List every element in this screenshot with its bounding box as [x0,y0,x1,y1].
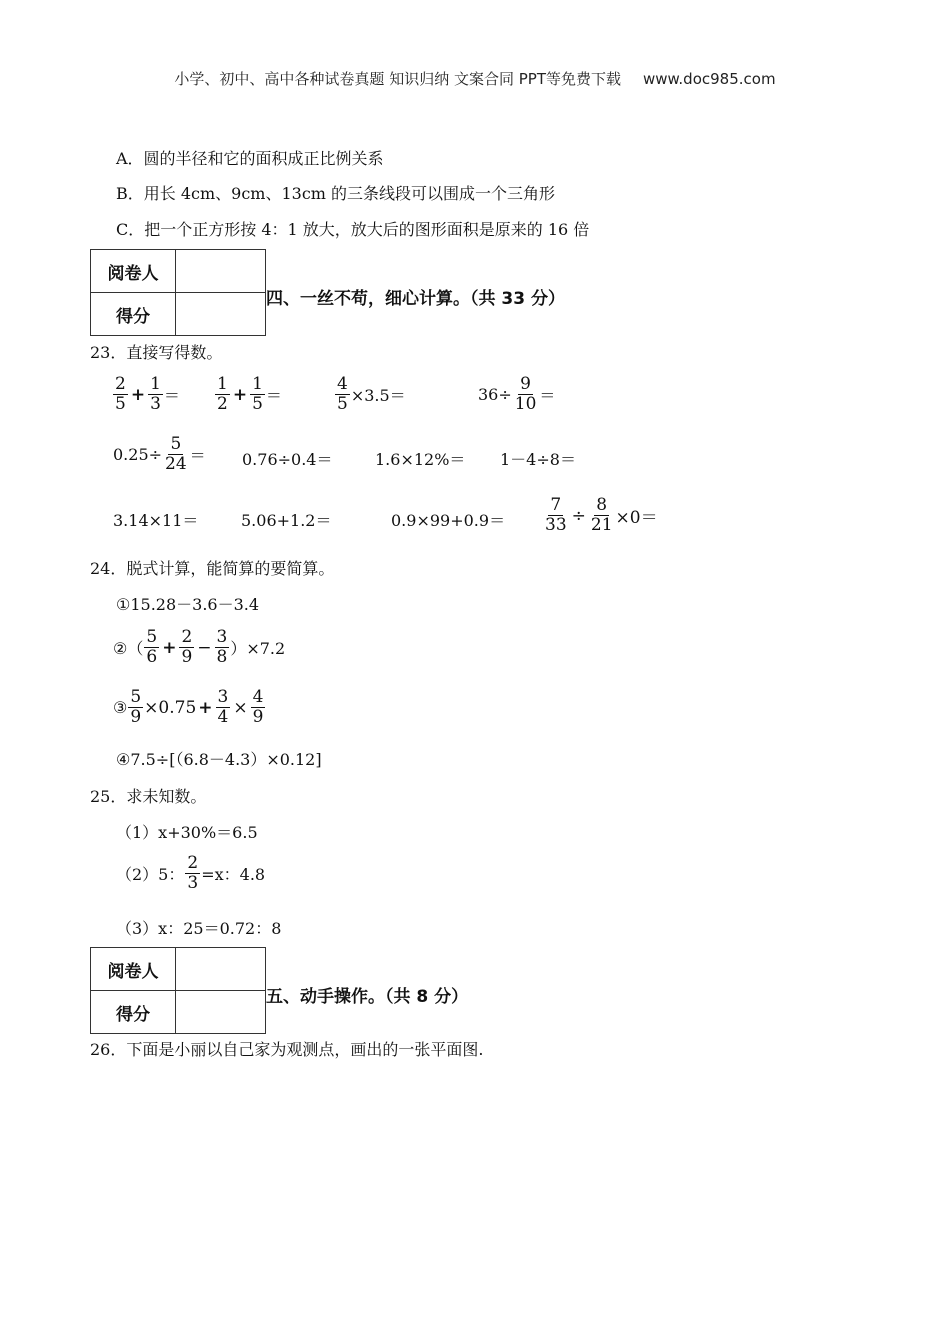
fraction: $\frac{1}{5}$ [252,374,263,414]
fraction: $\frac{4}{5}$ [337,374,348,414]
fraction: $\frac{1}{3}$ [150,374,161,414]
fraction: $\frac{3}{8}$ [216,627,228,667]
score-table [90,947,266,1034]
reviewer-label: 阅卷人 [91,250,176,293]
option-a: A．圆的半径和它的面积成正比例关系 [116,149,384,168]
q23-expr-10: 5.06+1.2＝ [241,511,332,530]
q25-item-1: （1）x+30%＝6.5 [116,823,258,842]
fraction: $\frac{5}{6}$ [146,627,158,667]
q24-title: 24．脱式计算，能简算的要简算。 [90,559,335,578]
score-label: 得分 [91,293,176,336]
option-c: C．把一个正方形按 4：1 放大，放大后的图形面积是原来的 16 倍 [116,220,590,239]
fraction: $\frac{5}{24}$ [165,434,187,474]
q24-item-1: ①15.28－3.6－3.4 [116,595,260,614]
reviewer-cell [176,250,266,293]
q23-expr-9: 3.14×11＝ [113,511,199,530]
score-cell [176,293,266,336]
q23-expr-4: 36÷ $\frac{9}{10}$ ＝ [478,374,556,414]
page-header [0,68,950,89]
q23-expr-2: $\frac{1}{2}$ + $\frac{1}{5}$ ＝ [217,374,282,414]
fraction: $\frac{4}{9}$ [252,687,264,727]
fraction: $\frac{1}{2}$ [217,374,228,414]
header-text: 小学、初中、高中各种试卷真题 知识归纳 文案合同 PPT等免费下载 [174,70,621,88]
fraction: $\frac{2}{3}$ [187,853,199,893]
reviewer-cell [176,948,266,991]
score-cell [176,991,266,1034]
fraction: $\frac{3}{4}$ [217,687,229,727]
q25-item-2: （2）5： $\frac{2}{3}$ =x：4.8 [116,853,266,893]
q23-title: 23．直接写得数。 [90,343,223,362]
q23-expr-5: 0.25÷ $\frac{5}{24}$ ＝ [113,434,206,474]
reviewer-label: 阅卷人 [91,948,176,991]
section-5-title: 五、动手操作。（共 8 分） [266,987,469,1007]
q23-expr-11: 0.9×99+0.9＝ [391,511,506,530]
q25-title: 25．求未知数。 [90,787,207,806]
fraction: $\frac{8}{21}$ [590,495,613,535]
q23-expr-1: $\frac{2}{5}$ + $\frac{1}{3}$ ＝ [115,374,180,414]
q24-item-3: ③ $\frac{5}{9}$ ×0.75 + $\frac{3}{4}$ × $\frac{4}{9}$ [113,687,264,727]
score-table [90,249,266,336]
q23-expr-6: 0.76÷0.4＝ [242,450,333,469]
fraction: $\frac{7}{33}$ [545,495,567,535]
q23-expr-7: 1.6×12%＝ [375,450,466,469]
fraction: $\frac{2}{5}$ [115,374,126,414]
q24-item-4: ④7.5÷[（6.8－4.3）×0.12] [116,750,322,769]
q26-title: 26．下面是小丽以自己家为观测点，画出的一张平面图. [90,1040,484,1059]
header-site: www.doc985.com [642,70,776,88]
q23-expr-12: $\frac{7}{33}$ ÷ $\frac{8}{21}$ ×0＝ [545,495,658,535]
fraction: $\frac{9}{10}$ [514,374,537,414]
section-4-title: 四、一丝不苟，细心计算。（共 33 分） [266,289,565,309]
fraction: $\frac{2}{9}$ [181,627,193,667]
option-b: B．用长 4cm、9cm、13cm 的三条线段可以围成一个三角形 [116,184,556,203]
fraction: $\frac{5}{9}$ [130,687,142,727]
score-label: 得分 [91,991,176,1034]
q23-expr-8: 1－4÷8＝ [500,450,576,469]
q24-item-2: ②（ $\frac{5}{6}$ + $\frac{2}{9}$ − $\frac{3}{8}$ ）×7.2 [113,627,286,667]
q23-expr-3: $\frac{4}{5}$ ×3.5＝ [337,374,406,414]
q25-item-3: （3）x：25＝0.72：8 [116,919,282,938]
